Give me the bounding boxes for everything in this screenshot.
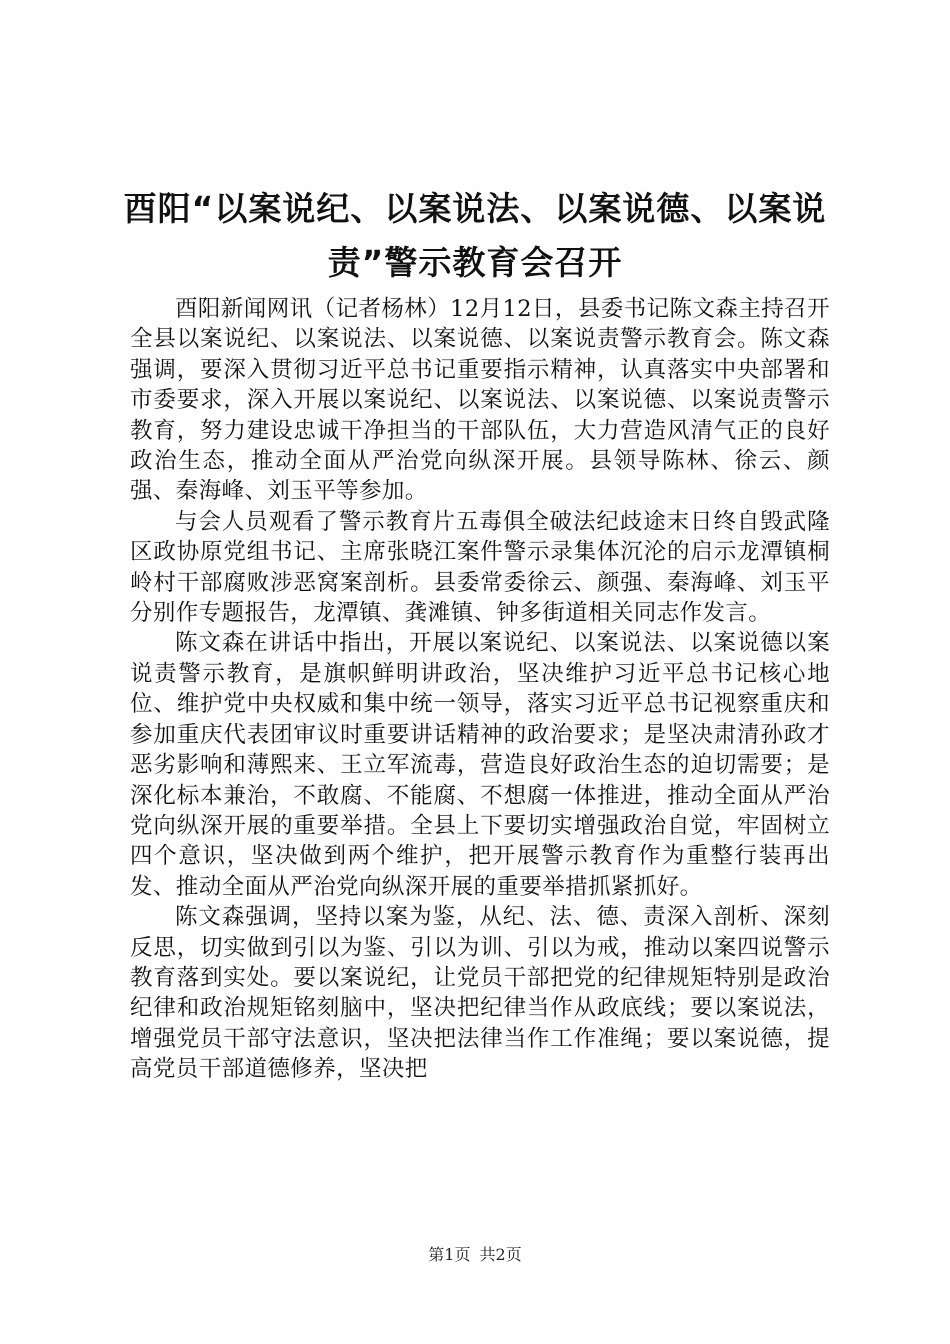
article-body — [130, 294, 830, 1085]
page-total: 共2页 — [479, 1245, 522, 1264]
document-title: 酉阳“以案说纪、以案说法、以案说德、以案说责”警示教育会召开 — [123, 189, 827, 282]
page-footer — [0, 1242, 950, 1265]
paragraph-2: 与会人员观看了警示教育片五毒俱全破法纪歧途末日终自毁武隆区政协原党组书记、主席张晓江案件警示录集体沉沦的启示龙潭镇桐岭村干部腐败涉恶窝案剖析。县委常委徐云、颜强、秦海峰、刘玉平分别作专题报告，龙潭镇、龚滩镇、钟多街道相关同志作发言。 — [130, 508, 830, 627]
page-number: 第1页 — [428, 1245, 471, 1264]
paragraph-3: 陈文森在讲话中指出，开展以案说纪、以案说法、以案说德以案说责警示教育，是旗帜鲜明讲政治，坚决维护习近平总书记核心地位、维护党中央权威和集中统一领导，落实习近平总书记视察重庆和参加重庆代表团审议时重要讲话精神的政治要求；是坚决肃清孙政才恶劣影响和薄熙来、王立军流毒，营造良好政治生态的迫切需要；是深化标本兼治，不敢腐、不能腐、不想腐一体推进，推动全面从严治党向纵深开展的重要举措。全县上下要切实增强政治自觉，牢固树立四个意识，坚决做到两个维护，把开展警示教育作为重整行装再出发、推动全面从严治党向纵深开展的重要举措抓紧抓好。 — [130, 630, 830, 900]
paragraph-1: 酉阳新闻网讯（记者杨林）12月12日，县委书记陈文森主持召开全县以案说纪、以案说法、以案说德、以案说责警示教育会。陈文森强调，要深入贯彻习近平总书记重要指示精神，认真落实中央部署和市委要求，深入开展以案说纪、以案说法、以案说德、以案说责警示教育，努力建设忠诚干净担当的干部队伍，大力营造风清气正的良好政治生态，推动全面从严治党向纵深开展。县领导陈林、徐云、颜强、秦海峰、刘玉平等参加。 — [130, 296, 830, 505]
paragraph-4: 陈文森强调，坚持以案为鉴，从纪、法、德、责深入剖析、深刻反思，切实做到引以为鉴、引以为训、引以为戒，推动以案四说警示教育落到实处。要以案说纪，让党员干部把党的纪律规矩特别是政治纪律和政治规矩铭刻脑中，坚决把纪律当作从政底线；要以案说法，增强党员干部守法意识，坚决把法律当作工作准绳；要以案说德，提高党员干部道德修养，坚决把 — [130, 904, 830, 1083]
